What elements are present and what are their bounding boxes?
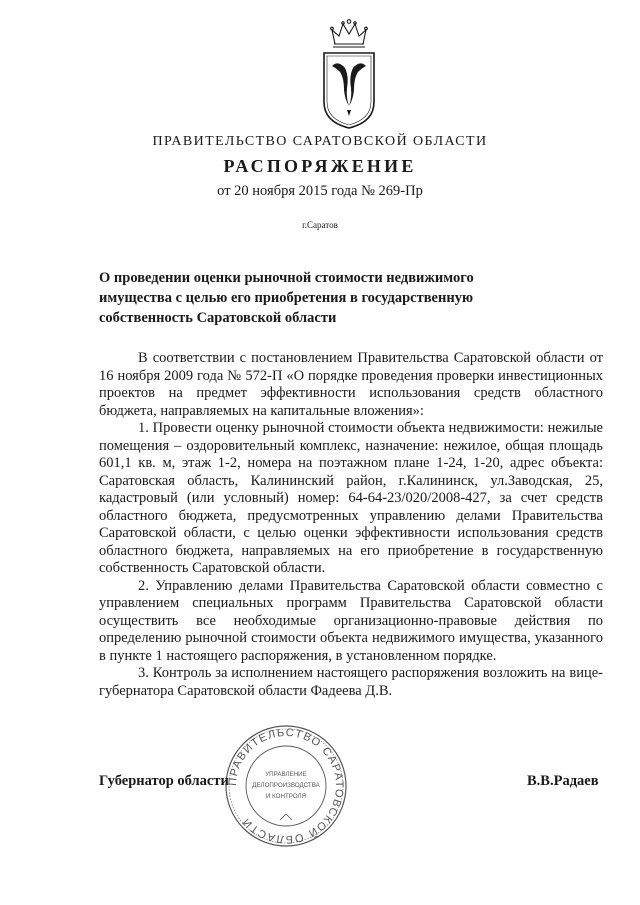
organization-name: ПРАВИТЕЛЬСТВО САРАТОВСКОЙ ОБЛАСТИ (152, 134, 488, 149)
item-1-paragraph: 1. Провести оценку рыночной стоимости объекта недвижимости: нежилые помещения – оздоровительный комплекс, назначение: нежилое, общая площадь 601,1 кв. м, этаж 1-2, номера на поэтажном плане 1-24, 1-20, адрес объекта: Саратовская область, Калининский район, г.Калининск, ул.Заводская, 25, кадастровый (или условный) номер: 64-64-23/020/2008-427, за счет средств областного бюджета, предусмотренных управлению делами Правительства Саратовской области, с целью оценки эффективности использования средств областного бюджета, направляемых на его приобретение в государственную собственность Саратовской области. (99, 420, 603, 576)
coat-of-arms-icon (318, 18, 380, 130)
document-type: РАСПОРЯЖЕНИЕ (223, 156, 417, 176)
signatory-name: В.В.Радаев (527, 773, 599, 789)
seal-center-line-3: И КОНТРОЛЯ (265, 793, 307, 800)
preamble-paragraph: В соответствии с постановлением Правительства Саратовской области от 16 ноября 2009 года № 572-П «О порядке проведения проверки инвестиционных проектов на предмет эффективности использования средств областного бюджета, направляемых на капитальные вложения»: (99, 350, 603, 419)
document-subject: О проведении оценки рыночной стоимости недвижимого имущества с целью его приобретения в государственную собственность Саратовской области (99, 270, 474, 326)
official-seal-icon (224, 724, 348, 848)
seal-center-line-1: УПРАВЛЕНИЕ (265, 771, 307, 778)
item-3-paragraph: 3. Контроль за исполнением настоящего распоряжения возложить на вице-губернатора Саратовской области Фадеева Д.В. (99, 665, 603, 699)
document-body (99, 350, 603, 700)
seal-center-line-2: ДЕЛОПРОИЗВОДСТВА (252, 782, 320, 789)
document-date-number: от 20 ноября 2015 года № 269-Пр (217, 183, 423, 199)
seal-ring-text: ПРАВИТЕЛЬСТВО САРАТОВСКОЙ ОБЛАСТИ (226, 726, 346, 846)
item-2-paragraph: 2. Управлению делами Правительства Саратовской области совместно с управлением специальных программ Правительства Саратовской области осуществить все необходимые организационно-правовые действия по определению рыночной стоимости объекта недвижимого имущества, указанного в пункте 1 настоящего распоряжения, в установленном порядке. (99, 577, 603, 664)
document-city: г.Саратов (302, 220, 338, 230)
signatory-title: Губернатор области (99, 773, 229, 789)
